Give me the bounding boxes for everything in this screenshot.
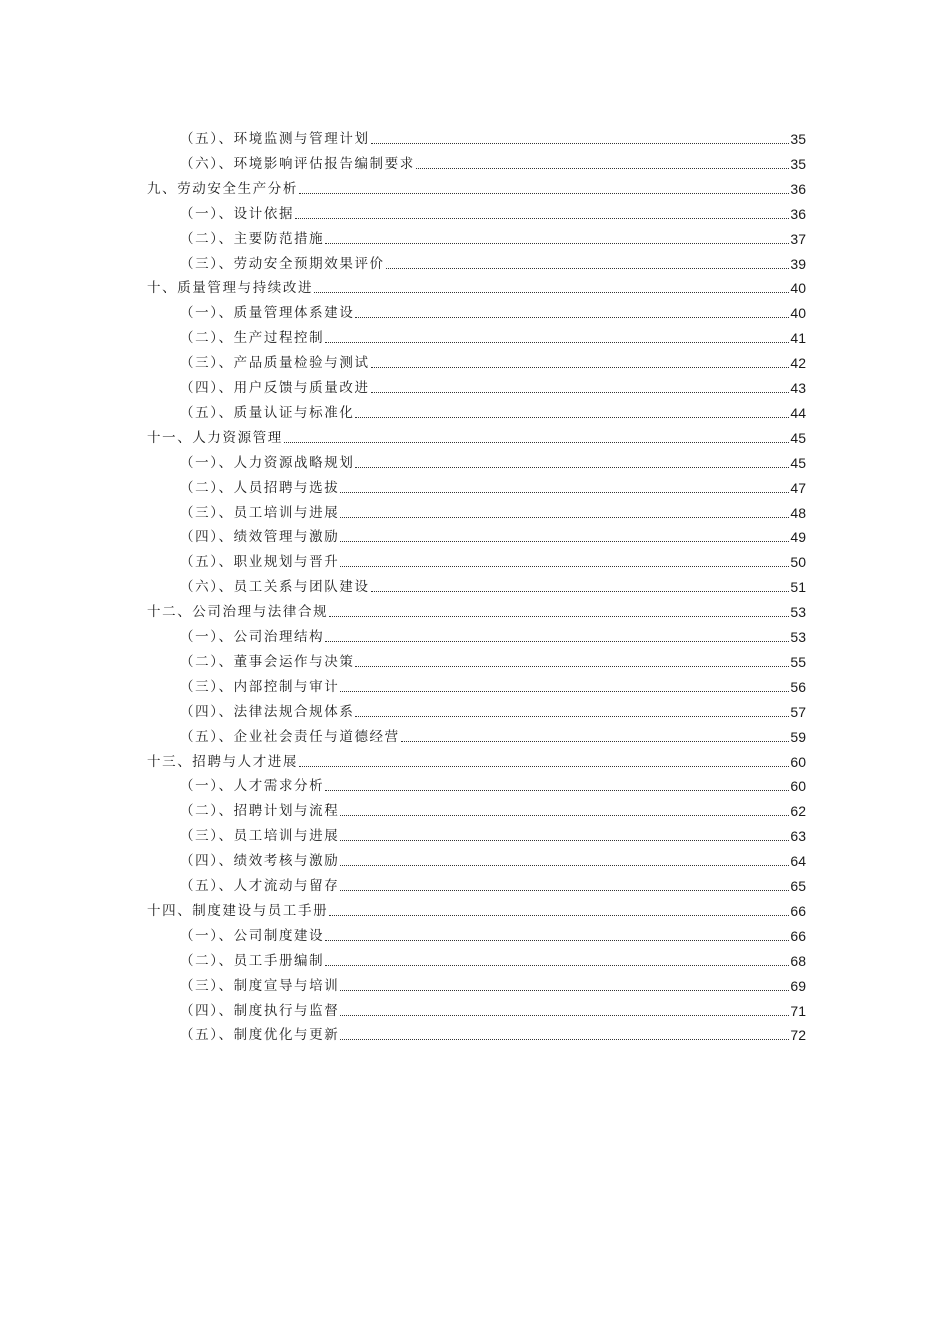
- toc-dot-leader: [295, 218, 789, 219]
- toc-page-number: 63: [790, 828, 806, 845]
- toc-chapter-entry[interactable]: [147, 423, 806, 447]
- toc-section-entry[interactable]: [180, 498, 806, 522]
- toc-entry-title: （二）、主要防范措施: [180, 230, 325, 247]
- toc-entry-title: （一）、质量管理体系建设: [180, 305, 355, 322]
- toc-dot-leader: [329, 915, 789, 916]
- toc-section-entry[interactable]: [180, 871, 806, 895]
- toc-chapter-entry[interactable]: [147, 174, 806, 198]
- toc-dot-leader: [355, 467, 789, 468]
- toc-section-entry[interactable]: [180, 796, 806, 820]
- toc-dot-leader: [325, 243, 789, 244]
- toc-page-number: 41: [790, 330, 806, 347]
- toc-section-entry[interactable]: [180, 921, 806, 945]
- toc-page-number: 49: [790, 529, 806, 546]
- toc-entry-title: （二）、生产过程控制: [180, 330, 325, 347]
- toc-entry-title: （四）、绩效管理与激励: [180, 529, 340, 546]
- toc-dot-leader: [340, 691, 789, 692]
- toc-dot-leader: [371, 392, 790, 393]
- toc-chapter-entry[interactable]: [147, 597, 806, 621]
- toc-dot-leader: [340, 840, 789, 841]
- toc-section-entry[interactable]: [180, 1020, 806, 1044]
- toc-dot-leader: [340, 492, 789, 493]
- toc-dot-leader: [386, 268, 790, 269]
- toc-page-number: 50: [790, 554, 806, 571]
- toc-page-number: 57: [790, 703, 806, 720]
- toc-page-number: 45: [790, 429, 806, 446]
- toc-page-number: 43: [790, 380, 806, 396]
- toc-dot-leader: [340, 990, 789, 991]
- toc-section-entry[interactable]: [180, 473, 806, 497]
- toc-section-entry[interactable]: [180, 622, 806, 646]
- toc-page-number: 62: [790, 803, 806, 820]
- toc-entry-title: （二）、人员招聘与选拔: [180, 479, 340, 496]
- toc-page-number: 66: [790, 927, 806, 944]
- toc-chapter-entry[interactable]: [147, 273, 806, 297]
- toc-page-number: 53: [790, 629, 806, 645]
- toc-section-entry[interactable]: [180, 522, 806, 546]
- toc-page-number: 35: [790, 155, 806, 172]
- toc-entry-title: （一）、人力资源战略规划: [180, 454, 355, 471]
- toc-dot-leader: [371, 143, 790, 144]
- toc-entry-title: 十二、公司治理与法律合规: [147, 604, 329, 621]
- toc-section-entry[interactable]: [180, 323, 806, 347]
- toc-section-entry[interactable]: [180, 448, 806, 472]
- toc-section-entry[interactable]: [180, 224, 806, 248]
- toc-entry-title: （五）、环境监测与管理计划: [180, 131, 370, 147]
- toc-dot-leader: [299, 766, 789, 767]
- toc-page-number: 39: [790, 255, 806, 272]
- toc-page-number: 42: [790, 355, 806, 372]
- toc-entry-title: （六）、环境影响评估报告编制要求: [180, 155, 415, 172]
- toc-page-number: 48: [790, 504, 806, 521]
- toc-section-entry[interactable]: [180, 771, 806, 795]
- toc-page-number: 69: [790, 977, 806, 994]
- toc-entry-title: （二）、董事会运作与决策: [180, 653, 355, 670]
- toc-dot-leader: [371, 367, 790, 368]
- toc-page-number: 56: [790, 678, 806, 695]
- toc-dot-leader: [325, 641, 789, 642]
- toc-chapter-entry[interactable]: [147, 747, 806, 771]
- toc-dot-leader: [329, 616, 789, 617]
- toc-entry-title: 九、劳动安全生产分析: [147, 180, 298, 197]
- toc-section-entry[interactable]: [180, 348, 806, 372]
- toc-entry-title: 十、质量管理与持续改进: [147, 280, 314, 297]
- toc-entry-title: （四）、绩效考核与激励: [180, 853, 340, 870]
- toc-entry-title: （三）、制度宣导与培训: [180, 977, 340, 994]
- toc-entry-title: （二）、招聘计划与流程: [180, 803, 340, 820]
- toc-dot-leader: [340, 865, 789, 866]
- toc-page-number: 59: [790, 728, 806, 745]
- toc-dot-leader: [299, 193, 789, 194]
- toc-page-number: 60: [790, 753, 806, 770]
- toc-entry-title: （一）、设计依据: [180, 205, 295, 222]
- toc-dot-leader: [355, 716, 789, 717]
- toc-page-number: 47: [790, 479, 806, 496]
- toc-page-number: 51: [790, 579, 806, 596]
- toc-dot-leader: [340, 541, 789, 542]
- toc-dot-leader: [314, 292, 789, 293]
- toc-section-entry[interactable]: [180, 821, 806, 845]
- toc-entry-title: 十三、招聘与人才进展: [147, 753, 298, 770]
- toc-entry-title: （一）、人才需求分析: [180, 778, 325, 795]
- toc-dot-leader: [340, 1015, 789, 1016]
- toc-dot-leader: [416, 168, 790, 169]
- toc-entry-title: （一）、公司制度建设: [180, 927, 325, 944]
- toc-dot-leader: [284, 442, 790, 443]
- toc-dot-leader: [355, 417, 789, 418]
- toc-section-entry[interactable]: [180, 249, 806, 273]
- toc-section-entry[interactable]: [180, 971, 806, 995]
- toc-page-number: 44: [790, 404, 806, 421]
- toc-section-entry[interactable]: [180, 722, 806, 746]
- toc-entry-title: 十四、制度建设与员工手册: [147, 902, 329, 919]
- toc-section-entry[interactable]: [180, 572, 806, 596]
- toc-entry-title: （二）、员工手册编制: [180, 952, 325, 969]
- toc-dot-leader: [355, 317, 789, 318]
- toc-page-number: 36: [790, 205, 806, 222]
- toc-entry-title: （五）、制度优化与更新: [180, 1027, 340, 1044]
- toc-page-number: 60: [790, 778, 806, 795]
- toc-entry-title: （五）、人才流动与留存: [180, 878, 340, 894]
- toc-dot-leader: [325, 790, 789, 791]
- toc-page-number: 40: [790, 305, 806, 322]
- toc-page-number: 71: [790, 1002, 806, 1019]
- toc-dot-leader: [340, 890, 789, 891]
- toc-entry-title: （三）、内部控制与审计: [180, 678, 340, 695]
- toc-page-number: 64: [790, 853, 806, 870]
- toc-entry-title: （三）、员工培训与进展: [180, 504, 340, 521]
- toc-page-number: 55: [790, 653, 806, 670]
- toc-section-entry[interactable]: [180, 846, 806, 870]
- toc-page-number: 72: [790, 1027, 806, 1044]
- toc-dot-leader: [355, 666, 789, 667]
- toc-section-entry[interactable]: [180, 996, 806, 1020]
- toc-entry-title: （六）、员工关系与团队建设: [180, 579, 370, 596]
- toc-dot-leader: [325, 965, 789, 966]
- toc-page-number: 53: [790, 604, 806, 621]
- toc-dot-leader: [401, 741, 790, 742]
- toc-dot-leader: [325, 940, 789, 941]
- toc-section-entry[interactable]: [180, 298, 806, 322]
- toc-page-number: 45: [790, 454, 806, 471]
- toc-section-entry[interactable]: [180, 373, 806, 397]
- toc-page-number: 65: [790, 878, 806, 894]
- toc-entry-title: （四）、法律法规合规体系: [180, 703, 355, 720]
- toc-section-entry[interactable]: [180, 946, 806, 970]
- toc-entry-title: （四）、用户反馈与质量改进: [180, 380, 370, 396]
- toc-page-number: 66: [790, 902, 806, 919]
- toc-page-number: 37: [790, 230, 806, 247]
- toc-entry-title: （四）、制度执行与监督: [180, 1002, 340, 1019]
- toc-section-entry[interactable]: [180, 547, 806, 571]
- toc-dot-leader: [340, 1039, 789, 1040]
- toc-chapter-entry[interactable]: [147, 896, 806, 920]
- toc-page-number: 40: [790, 280, 806, 297]
- toc-entry-title: （五）、企业社会责任与道德经营: [180, 728, 400, 745]
- toc-dot-leader: [340, 517, 789, 518]
- toc-entry-title: 十一、人力资源管理: [147, 429, 283, 446]
- toc-entry-title: （三）、产品质量检验与测试: [180, 355, 370, 372]
- toc-page-number: 68: [790, 952, 806, 969]
- toc-entry-title: （五）、职业规划与晋升: [180, 554, 340, 571]
- toc-dot-leader: [371, 591, 790, 592]
- toc-entry-title: （一）、公司治理结构: [180, 629, 325, 645]
- toc-section-entry[interactable]: [180, 697, 806, 721]
- toc-section-entry[interactable]: [180, 149, 806, 173]
- toc-section-entry[interactable]: [180, 672, 806, 696]
- toc-entry-title: （三）、员工培训与进展: [180, 828, 340, 845]
- toc-entry-title: （三）、劳动安全预期效果评价: [180, 255, 385, 272]
- toc-section-entry[interactable]: [180, 398, 806, 422]
- toc-section-entry[interactable]: [180, 124, 806, 148]
- toc-page-number: 35: [790, 131, 806, 147]
- toc-entry-title: （五）、质量认证与标准化: [180, 404, 355, 421]
- toc-section-entry[interactable]: [180, 199, 806, 223]
- toc-page-number: 36: [790, 180, 806, 197]
- toc-dot-leader: [325, 342, 789, 343]
- toc-dot-leader: [340, 566, 789, 567]
- toc-section-entry[interactable]: [180, 647, 806, 671]
- toc-dot-leader: [340, 815, 789, 816]
